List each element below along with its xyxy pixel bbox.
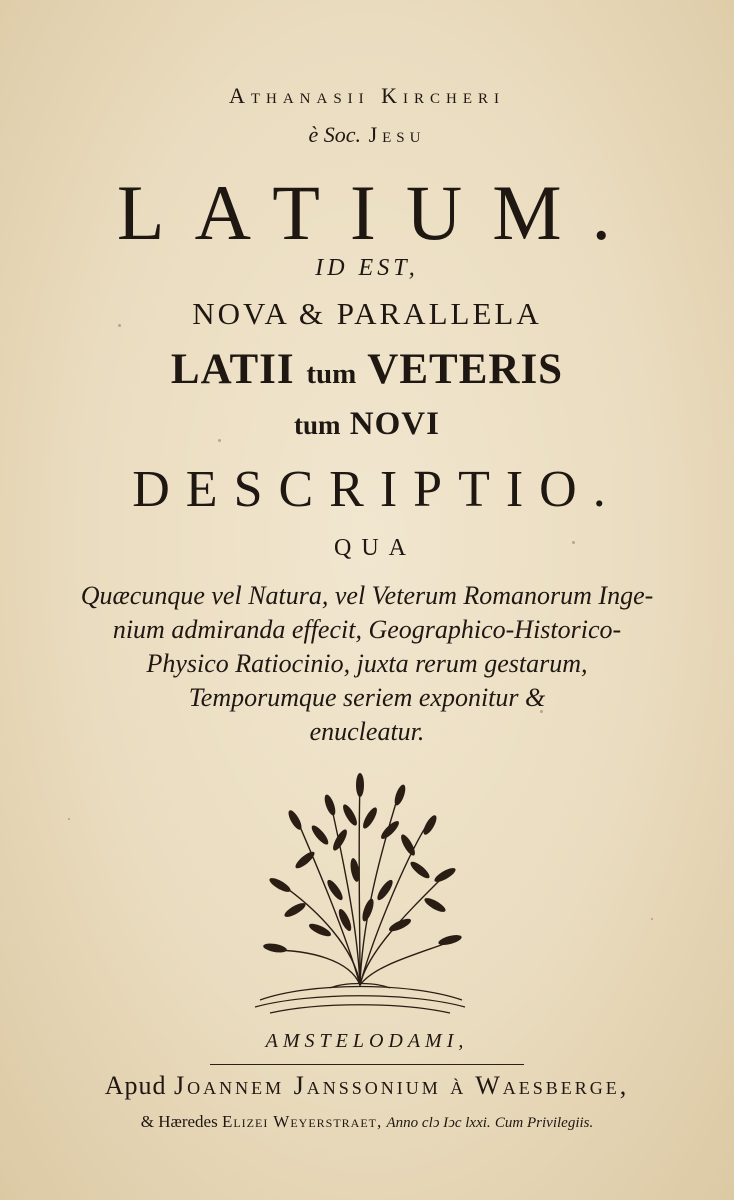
subtitle-latii: LATII: [170, 346, 295, 393]
foxing-spot: [118, 324, 121, 327]
author-name: Athanasii Kircheri: [228, 83, 506, 108]
subtitle-tum-2: tum: [294, 410, 341, 440]
foxing-spot: [540, 710, 543, 713]
descriptio-heading: DESCRIPTIO.: [132, 461, 622, 518]
foxing-spot: [68, 818, 70, 820]
plant-device-icon: [250, 760, 470, 1020]
subtitle-veteris: VETERIS: [367, 346, 564, 393]
main-title: LATIUM.: [116, 169, 642, 256]
imprint-heredes: & Hæredes: [140, 1112, 218, 1131]
imprint-year: Anno clↄ Iↄc lxxi.: [386, 1115, 491, 1131]
qua-heading: QUA: [334, 535, 416, 561]
id-est: ID EST,: [315, 255, 419, 281]
description-line-5: enucleatur.: [309, 717, 425, 746]
society-name: Jesu: [368, 122, 426, 147]
foxing-spot: [218, 439, 221, 442]
description-line-1: Quæcunque vel Natura, vel Veterum Romanorum Inge-: [80, 581, 654, 610]
society-prefix: è Soc.: [308, 122, 362, 147]
subtitle-line-3: [0, 406, 734, 443]
place-of-publication: AMSTELODAMI,: [265, 1030, 469, 1052]
imprint-printer: Joannem Janssonium à Waesberge,: [173, 1071, 630, 1100]
description-line-2: nium admiranda effecit, Geographico-Historico-: [112, 615, 622, 644]
subtitle-novi: NOVI: [349, 406, 440, 442]
subtitle-line-2: [0, 345, 734, 394]
foxing-spot: [651, 918, 653, 920]
imprint-line-2: [0, 1112, 734, 1132]
imprint-line-1: [0, 1071, 734, 1101]
foxing-spot: [572, 541, 575, 544]
subtitle-tum-1: tum: [306, 358, 357, 390]
subtitle-line-1: NOVA & PARALLELA: [192, 296, 542, 331]
description-line-4: Temporumque seriem exponitur &: [188, 683, 546, 712]
imprint-apud: Apud: [104, 1071, 167, 1100]
imprint-rule: [210, 1064, 524, 1065]
description-line-3: Physico Ratiocinio, juxta rerum gestarum,: [146, 649, 588, 678]
society-line: [0, 122, 734, 148]
imprint-weyerstraet: Elizei Weyerstraet,: [221, 1112, 383, 1131]
imprint-privilege: Cum Privilegiis.: [494, 1115, 594, 1131]
